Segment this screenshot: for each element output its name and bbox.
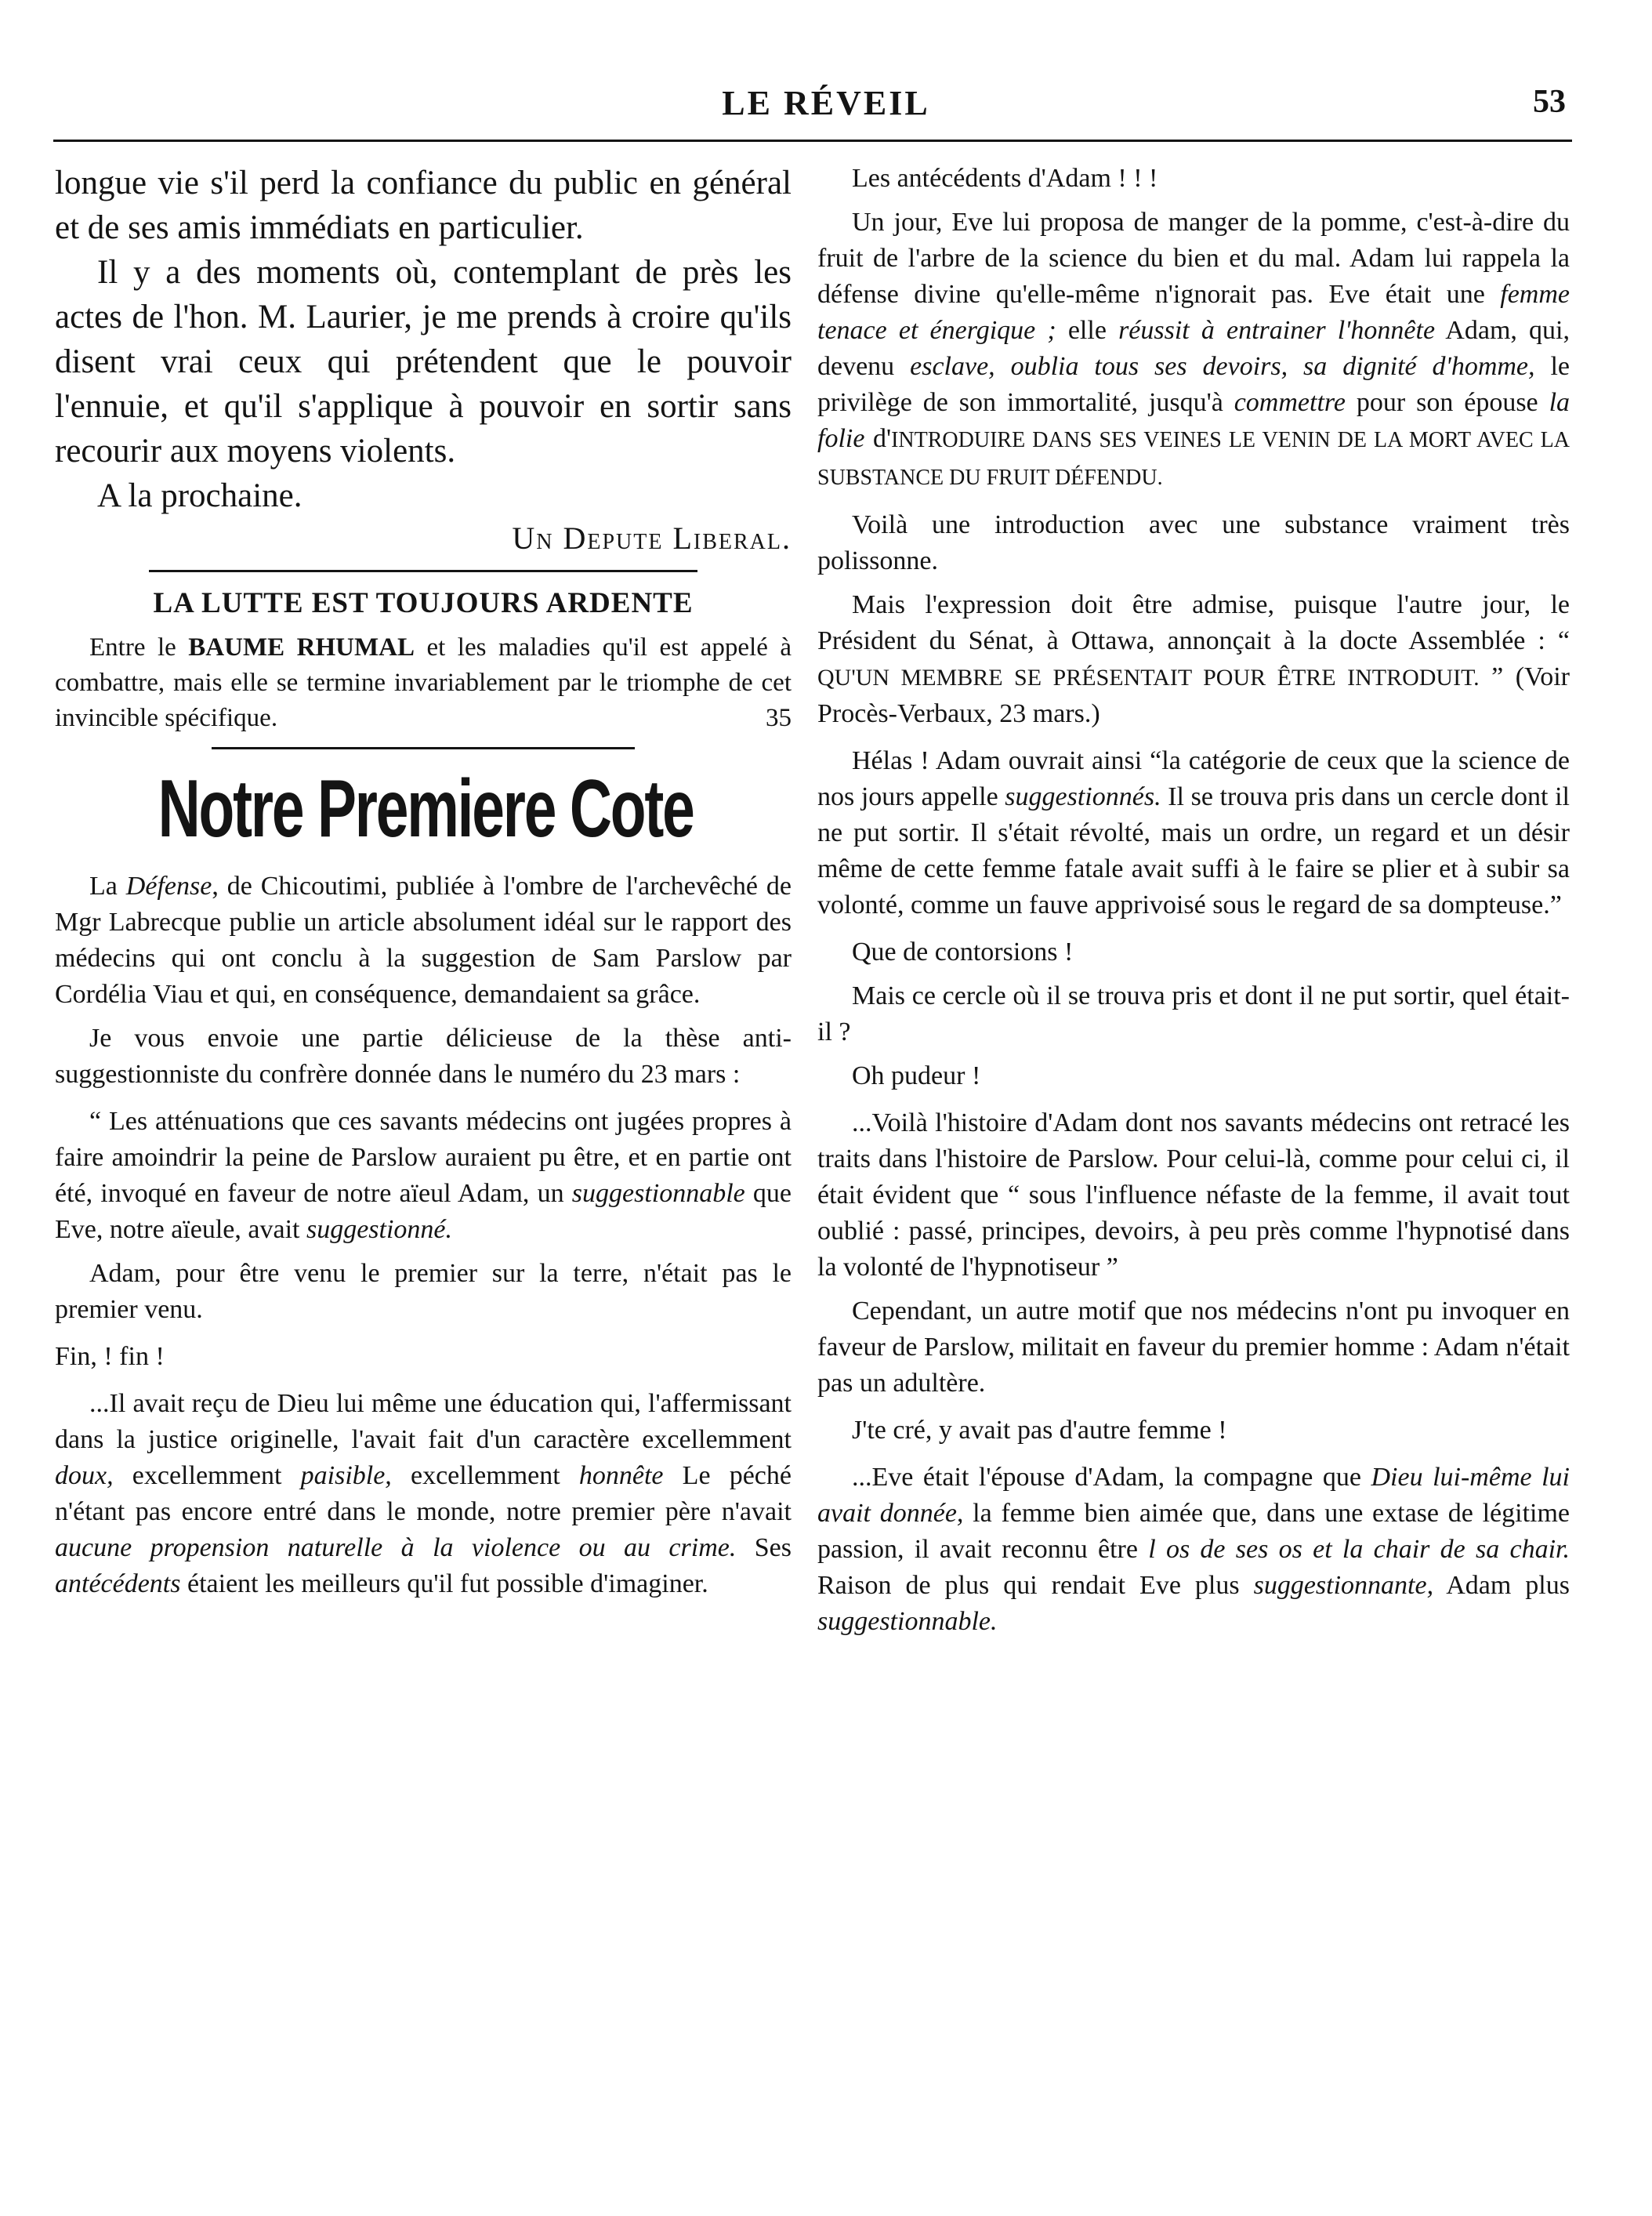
text-run: étaient les meilleurs qu'il fut possible d'imaginer. [180, 1569, 708, 1598]
text-run: excellemment [391, 1461, 579, 1490]
text-run: Hélas ! Adam ouvrait ainsi “la catégorie de ceux que la science de nos jours appelle [817, 746, 1570, 811]
page-number: 53 [1533, 84, 1566, 120]
small-caps-run: QU'UN MEMBRE SE PRÉSENTAIT POUR ÊTRE INTRODUIT. [817, 665, 1480, 691]
text-run: Un jour, Eve lui proposa de manger de la pomme, c'est-à-dire du fruit de l'arbre de la science du bien et du mal. Adam lui rappela la défense divine qu'elle-même n'ignorait pas. Eve était une [817, 208, 1570, 309]
advertisement [55, 583, 792, 736]
text-run: ...Eve était l'épouse d'Adam, la compagne que [852, 1463, 1371, 1492]
small-caps-run: INTRODUIRE DANS SES VEINES LE VENIN DE LA MORT AVEC LA SUBSTANCE DU FRUIT DÉFENDU. [817, 428, 1570, 490]
aside-remark: J'te cré, y avait pas d'autre femme ! [852, 1416, 1227, 1445]
text-run: Il se trouva pris dans un cercle dont il ne put sortir. Il s'était révolté, mais un ordre, un regard et un désir même de cette femme fatale avait suffi à le faire se plier et à subir sa volonté, comme un fauve apprivoisé sous le regard de sa dompteuse.” [817, 782, 1570, 919]
text-run: excellemment [113, 1461, 301, 1490]
text-run: Adam plus [1433, 1571, 1570, 1600]
text-run: ” (Voir Procès-Verbaux, 23 mars.) [817, 662, 1570, 728]
divider-rule-2 [212, 747, 635, 749]
text-run: la femme bien aimée que, dans une extase de légitime passion, il avait reconnu être [817, 1499, 1570, 1564]
text-run: le privilège de son immortalité, jusqu'à [817, 352, 1570, 417]
article-headline: Notre Premiere Cote [158, 763, 694, 854]
quoted-paragraph [55, 1386, 792, 1602]
text-run: pour son épouse [1345, 388, 1549, 417]
ad-text-part: et les maladies qu'il est appelé à combattre, mais elle se termine invariablement par le triomphe de cet invincible spécifique. [55, 633, 792, 732]
aside-remark: Voilà une introduction avec une substance vraiment très polissonne. [817, 510, 1570, 575]
italic-run: la folie [817, 388, 1570, 453]
quoted-paragraph [817, 205, 1570, 496]
text-run: Raison de plus qui rendait Eve plus [817, 1571, 1254, 1600]
italic-run: suggestionnés. [1005, 782, 1161, 811]
text-run: Mais l'expression doit être admise, puisque l'autre jour, le Président du Sénat, à Ottawa, annonçait à la docte Assemblée : “ [817, 590, 1570, 655]
text-run: Ses [736, 1533, 792, 1562]
text-run: ...Il avait reçu de Dieu lui même une éducation qui, l'affermissant dans la justice originelle, l'avait fait d'un caractère excellemment [55, 1389, 792, 1454]
aside-remark: Que de contorsions ! [852, 938, 1074, 967]
article-paragraph [55, 869, 792, 1013]
left-paragraph-2: Il y a des moments où, contemplant de près les actes de l'hon. M. Laurier, je me prends à croire qu'ils disent vrai ceux qui prétendent que le pouvoir l'ennuie, et qu'il s'applique à pouvoir en sortir sans recourir aux moyens violents. [55, 254, 792, 470]
quoted-paragraph [817, 743, 1570, 923]
left-paragraph-1: longue vie s'il perd la confiance du public en général et de ses amis immédiats en particulier. [55, 165, 792, 246]
italic-run: esclave, oublia tous ses devoirs, sa dignité d'homme, [910, 352, 1535, 381]
text-run: elle [1056, 316, 1119, 345]
quoted-paragraph [817, 1460, 1570, 1640]
italic-run: Défense [125, 872, 212, 901]
italic-run: aucune propension naturelle à la violence ou au crime. [55, 1533, 737, 1562]
aside-remark: Oh pudeur ! [852, 1061, 981, 1090]
text-run: , de Chicoutimi, publiée à l'ombre de l'archevêché de Mgr Labrecque publie un article absolument idéal sur le rapport des médecins qui ont conclu à la suggestion de Sam Parslow par Cordélia Viau et qui, en conséquence, demandaient sa grâce. [55, 872, 792, 1009]
quoted-paragraph: Cependant, un autre motif que nos médecins n'ont pu invoquer en faveur de Parslow, militait en faveur du premier homme : Adam n'était pas un adultère. [817, 1297, 1570, 1398]
italic-run: l os de ses os et la chair de sa chair. [1148, 1535, 1570, 1564]
italic-run: paisible, [300, 1461, 392, 1490]
article-signature: Un Depute Liberal. [512, 520, 792, 556]
ad-text [55, 630, 792, 736]
italic-run: Dieu lui-même lui avait donnée, [817, 1463, 1570, 1528]
italic-run: femme tenace et énergique ; [817, 280, 1570, 345]
quoted-paragraph: Adam, pour être venu le premier sur la terre, n'était pas le premier venu. [55, 1259, 792, 1324]
header-rule [53, 140, 1572, 142]
text-run: Le péché n'étant pas encore entré dans le monde, notre premier père n'avait [55, 1461, 792, 1526]
divider-rule-1 [149, 570, 697, 572]
ad-product-name: BAUME RHUMAL [188, 633, 415, 662]
italic-run: doux, [55, 1461, 114, 1490]
italic-run: suggestionnante, [1253, 1571, 1434, 1600]
italic-run: réussit à entrainer l'honnête [1118, 316, 1436, 345]
italic-run: suggestionnable. [817, 1607, 998, 1636]
running-title: LE RÉVEIL [722, 84, 930, 122]
ad-text-part: Entre le [89, 633, 189, 662]
aside-remark: Fin, ! fin ! [55, 1342, 165, 1371]
text-run: d' [864, 424, 892, 453]
left-paragraph-3: A la prochaine. [97, 477, 303, 514]
ad-title: LA LUTTE EST TOUJOURS ARDENTE [153, 587, 694, 619]
italic-run: suggestionnable [571, 1179, 745, 1208]
italic-run: suggestionné. [306, 1215, 453, 1244]
quoted-paragraph [55, 1104, 792, 1248]
text-run: que Eve, notre aïeule, avait [55, 1179, 792, 1244]
aside-remark: Les antécédents d'Adam ! ! ! [852, 164, 1158, 193]
text-run: La [89, 872, 126, 901]
text-run: “ Les atténuations que ces savants médecins ont jugées propres à faire amoindrir la peine de Parslow auraient pu être, et en partie ont été, invoqué en faveur de notre aïeul Adam, un [55, 1107, 792, 1208]
ad-number: 35 [766, 704, 792, 732]
text-run: Adam, qui, devenu [817, 316, 1570, 381]
aside-remark: Mais ce cercle où il se trouva pris et dont il ne put sortir, quel était-il ? [817, 981, 1570, 1046]
right-column [817, 161, 1570, 2191]
italic-run: honnête [578, 1461, 664, 1490]
italic-run: commettre [1234, 388, 1346, 417]
quoted-paragraph: ...Voilà l'histoire d'Adam dont nos savants médecins ont retracé les traits dans l'histoire de Parslow. Pour celui-là, comme pour celui ci, il était évident que “ sous l'influence néfaste de la femme, il avait tout oublié : passé, principes, devoirs, à peu près comme l'hypnotisé dans la volonté de l'hypnotiseur ” [817, 1108, 1570, 1282]
aside-remark [817, 587, 1570, 732]
article-paragraph: Je vous envoie une partie délicieuse de la thèse anti-suggestionniste du confrère donnée dans le numéro du 23 mars : [55, 1024, 792, 1089]
italic-run: antécédents [55, 1569, 181, 1598]
left-column [55, 161, 792, 2191]
